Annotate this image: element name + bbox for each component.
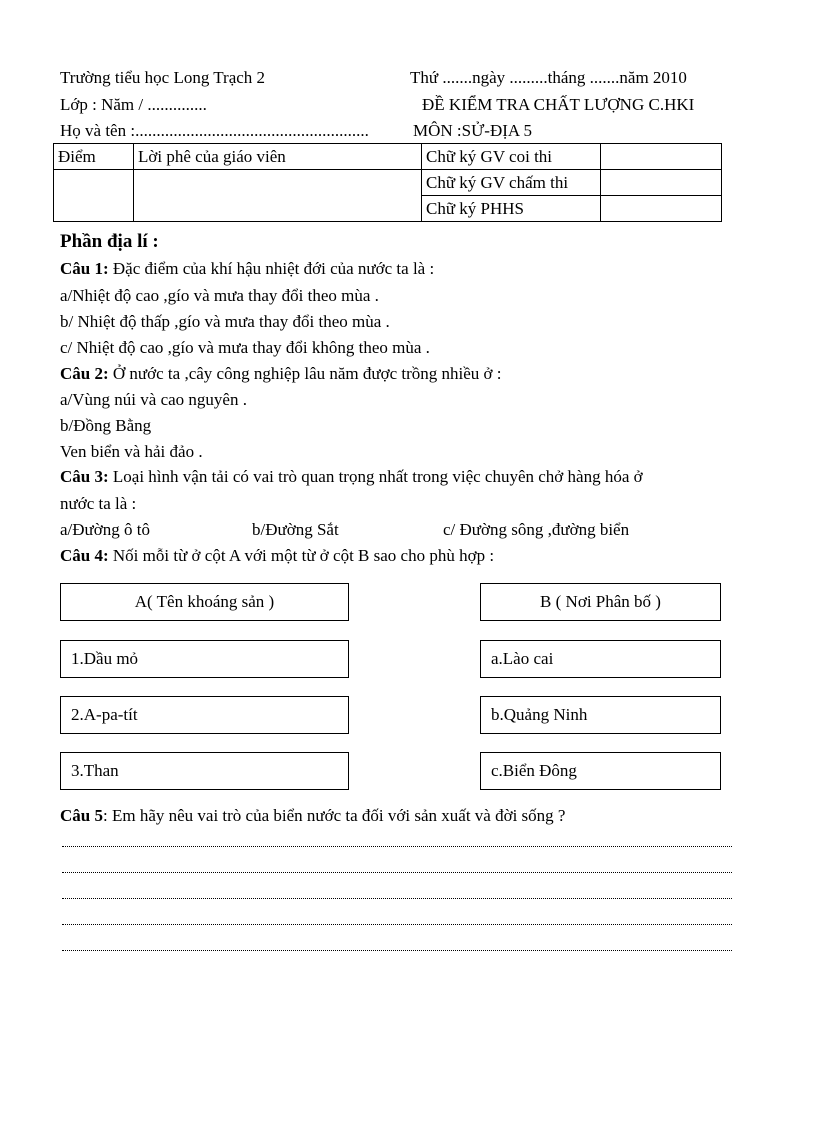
signature-proctor-box[interactable] [601, 144, 722, 170]
class-line: Lớp : Năm / .............. [60, 95, 207, 114]
question-2 [60, 364, 502, 384]
column-a-item-3[interactable]: 3.Than [60, 752, 349, 790]
column-b-item-c[interactable]: c.Biển Đông [480, 752, 721, 790]
comment-label: Lời phê của giáo viên [134, 144, 422, 170]
column-b-item-a[interactable]: a.Lào cai [480, 640, 721, 678]
comment-box[interactable] [134, 170, 422, 222]
school-name: Trường tiểu học Long Trạch 2 [60, 68, 266, 87]
student-name-line: Họ và tên :....................................................... [60, 121, 369, 140]
question-3 [60, 467, 643, 487]
exam-title: ĐỀ KIỂM TRA CHẤT LƯỢNG C.HKI [422, 95, 695, 114]
question-3-option-c: c/ Đường sông ,đường biển [443, 520, 630, 539]
column-b-item-b[interactable]: b.Quảng Ninh [480, 696, 721, 734]
date-line: Thứ .......ngày .........tháng .......năm 2010 [410, 68, 687, 87]
question-2-option-c: Ven biển và hải đảo . [60, 442, 203, 461]
column-b-header: B ( Nơi Phân bố ) [480, 583, 721, 621]
question-1-text: Đặc điểm của khí hậu nhiệt đới của nước ta là : [108, 259, 435, 278]
question-1-option-a: a/Nhiệt độ cao ,gío và mưa thay đổi theo mùa . [60, 286, 379, 305]
column-a-header: A( Tên khoáng sản ) [60, 583, 349, 621]
question-4 [60, 546, 494, 566]
question-3-text: Loại hình vận tải có vai trò quan trọng nhất trong việc chuyên chở hàng hóa ở [108, 467, 643, 486]
answer-line-2[interactable] [62, 872, 732, 873]
question-5 [60, 806, 565, 826]
answer-line-1[interactable] [62, 846, 732, 847]
signature-parent-box[interactable] [601, 196, 722, 222]
question-1-option-b: b/ Nhiệt độ thấp ,gío và mưa thay đổi theo mùa . [60, 312, 390, 331]
question-2-option-a: a/Vùng núi và cao nguyên . [60, 390, 247, 409]
score-label: Điểm [54, 144, 134, 170]
question-5-label: Câu 5 [60, 806, 103, 825]
question-5-text: : Em hãy nêu vai trò của biển nước ta đối với sản xuất và đời sống ? [102, 806, 566, 825]
answer-line-3[interactable] [62, 898, 732, 899]
question-1-label: Câu 1: [60, 259, 109, 278]
question-4-label: Câu 4: [60, 546, 109, 565]
column-a-item-1[interactable]: 1.Dầu mỏ [60, 640, 349, 678]
question-3-option-a: a/Đường ô tô [60, 520, 150, 539]
question-1 [60, 259, 434, 279]
subject-line: MÔN :SỬ-ĐỊA 5 [413, 121, 532, 140]
column-a-item-2[interactable]: 2.A-pa-tít [60, 696, 349, 734]
question-2-label: Câu 2: [60, 364, 109, 383]
score-box[interactable] [54, 170, 134, 222]
answer-line-4[interactable] [62, 924, 732, 925]
question-4-text: Nối mỗi từ ở cột A với một từ ở cột B sao cho phù hợp : [108, 546, 495, 565]
signature-grader-label: Chữ ký GV chấm thi [422, 170, 601, 196]
signature-proctor-label: Chữ ký GV coi thi [422, 144, 601, 170]
question-1-option-c: c/ Nhiệt độ cao ,gío và mưa thay đổi không theo mùa . [60, 338, 430, 357]
answer-line-5[interactable] [62, 950, 732, 951]
question-2-text: Ở nước ta ,cây công nghiệp lâu năm được trồng nhiều ở : [108, 364, 502, 383]
question-3-label: Câu 3: [60, 467, 109, 486]
section-title: Phần địa lí : [60, 231, 159, 252]
signature-parent-label: Chữ ký PHHS [422, 196, 601, 222]
question-3-option-b: b/Đường Sắt [252, 520, 339, 539]
score-table [53, 143, 722, 222]
question-3-text-continued: nước ta là : [60, 494, 137, 513]
signature-grader-box[interactable] [601, 170, 722, 196]
question-2-option-b: b/Đồng Bằng [60, 416, 152, 435]
